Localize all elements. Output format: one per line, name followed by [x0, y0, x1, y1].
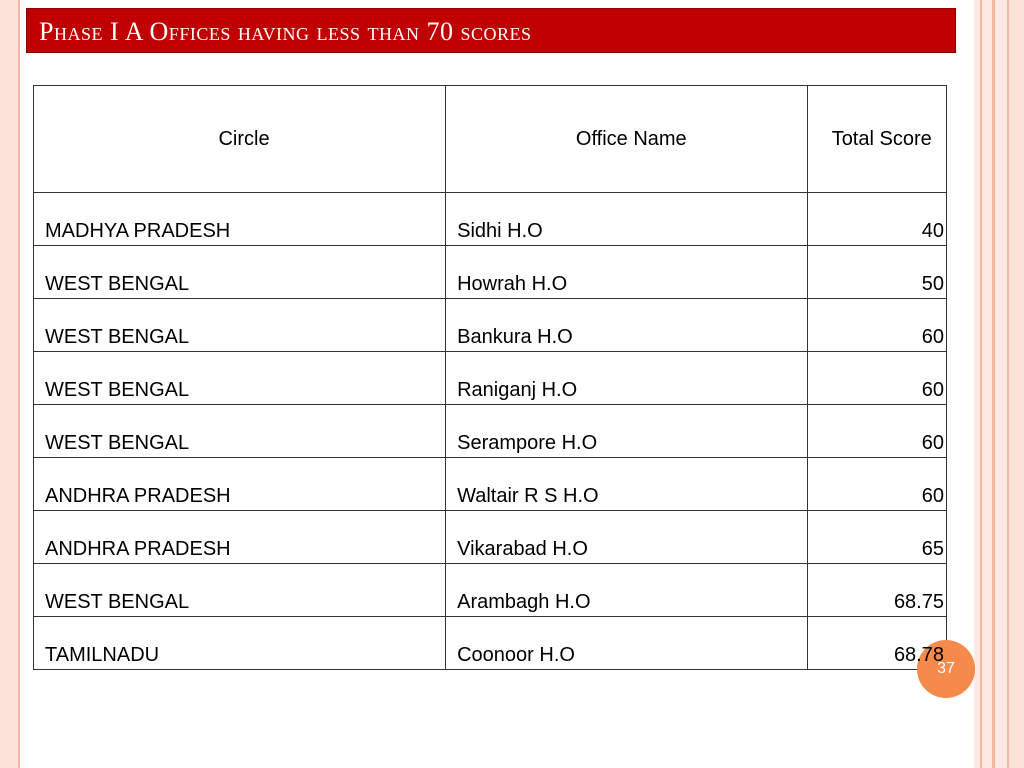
office-cell: Serampore H.O — [446, 405, 808, 458]
table-row — [34, 617, 947, 670]
score-cell: 65 — [808, 511, 947, 564]
score-cell: 40 — [808, 193, 947, 246]
circle-cell: MADHYA PRADESH — [34, 193, 446, 246]
table-row — [34, 458, 947, 511]
header-total-score: Total Score — [808, 86, 947, 193]
table-row — [34, 299, 947, 352]
office-cell: Waltair R S H.O — [446, 458, 808, 511]
office-cell: Vikarabad H.O — [446, 511, 808, 564]
table-row — [34, 564, 947, 617]
score-cell: 60 — [808, 299, 947, 352]
score-cell: 68.75 — [808, 564, 947, 617]
title-bar — [26, 8, 956, 53]
office-cell: Sidhi H.O — [446, 193, 808, 246]
office-cell: Raniganj H.O — [446, 352, 808, 405]
left-border-line — [18, 0, 20, 768]
table-row — [34, 405, 947, 458]
left-border-decoration — [0, 0, 18, 768]
table-row — [34, 352, 947, 405]
circle-cell: WEST BENGAL — [34, 352, 446, 405]
circle-cell: WEST BENGAL — [34, 564, 446, 617]
score-cell: 60 — [808, 352, 947, 405]
offices-table — [33, 85, 947, 670]
score-value: 68.78 — [893, 644, 944, 666]
page-number-badge: 37 — [917, 640, 975, 698]
right-border-decoration — [974, 0, 1024, 768]
table-row — [34, 511, 947, 564]
circle-cell: TAMILNADU — [34, 617, 446, 670]
header-circle: Circle — [34, 86, 446, 193]
office-cell: Howrah H.O — [446, 246, 808, 299]
circle-cell: ANDHRA PRADESH — [34, 511, 446, 564]
table-row — [34, 193, 947, 246]
circle-cell: WEST BENGAL — [34, 405, 446, 458]
table-row — [34, 246, 947, 299]
office-cell: Arambagh H.O — [446, 564, 808, 617]
score-cell: 50 — [808, 246, 947, 299]
circle-cell: WEST BENGAL — [34, 246, 446, 299]
table-header-row — [34, 86, 947, 193]
score-cell — [808, 617, 947, 670]
score-cell: 60 — [808, 405, 947, 458]
score-cell: 60 — [808, 458, 947, 511]
slide-title: Phase I A Offices having less than 70 scores — [39, 17, 532, 46]
circle-cell: ANDHRA PRADESH — [34, 458, 446, 511]
office-cell: Bankura H.O — [446, 299, 808, 352]
circle-cell: WEST BENGAL — [34, 299, 446, 352]
header-office-name: Office Name — [446, 86, 808, 193]
office-cell: Coonoor H.O — [446, 617, 808, 670]
